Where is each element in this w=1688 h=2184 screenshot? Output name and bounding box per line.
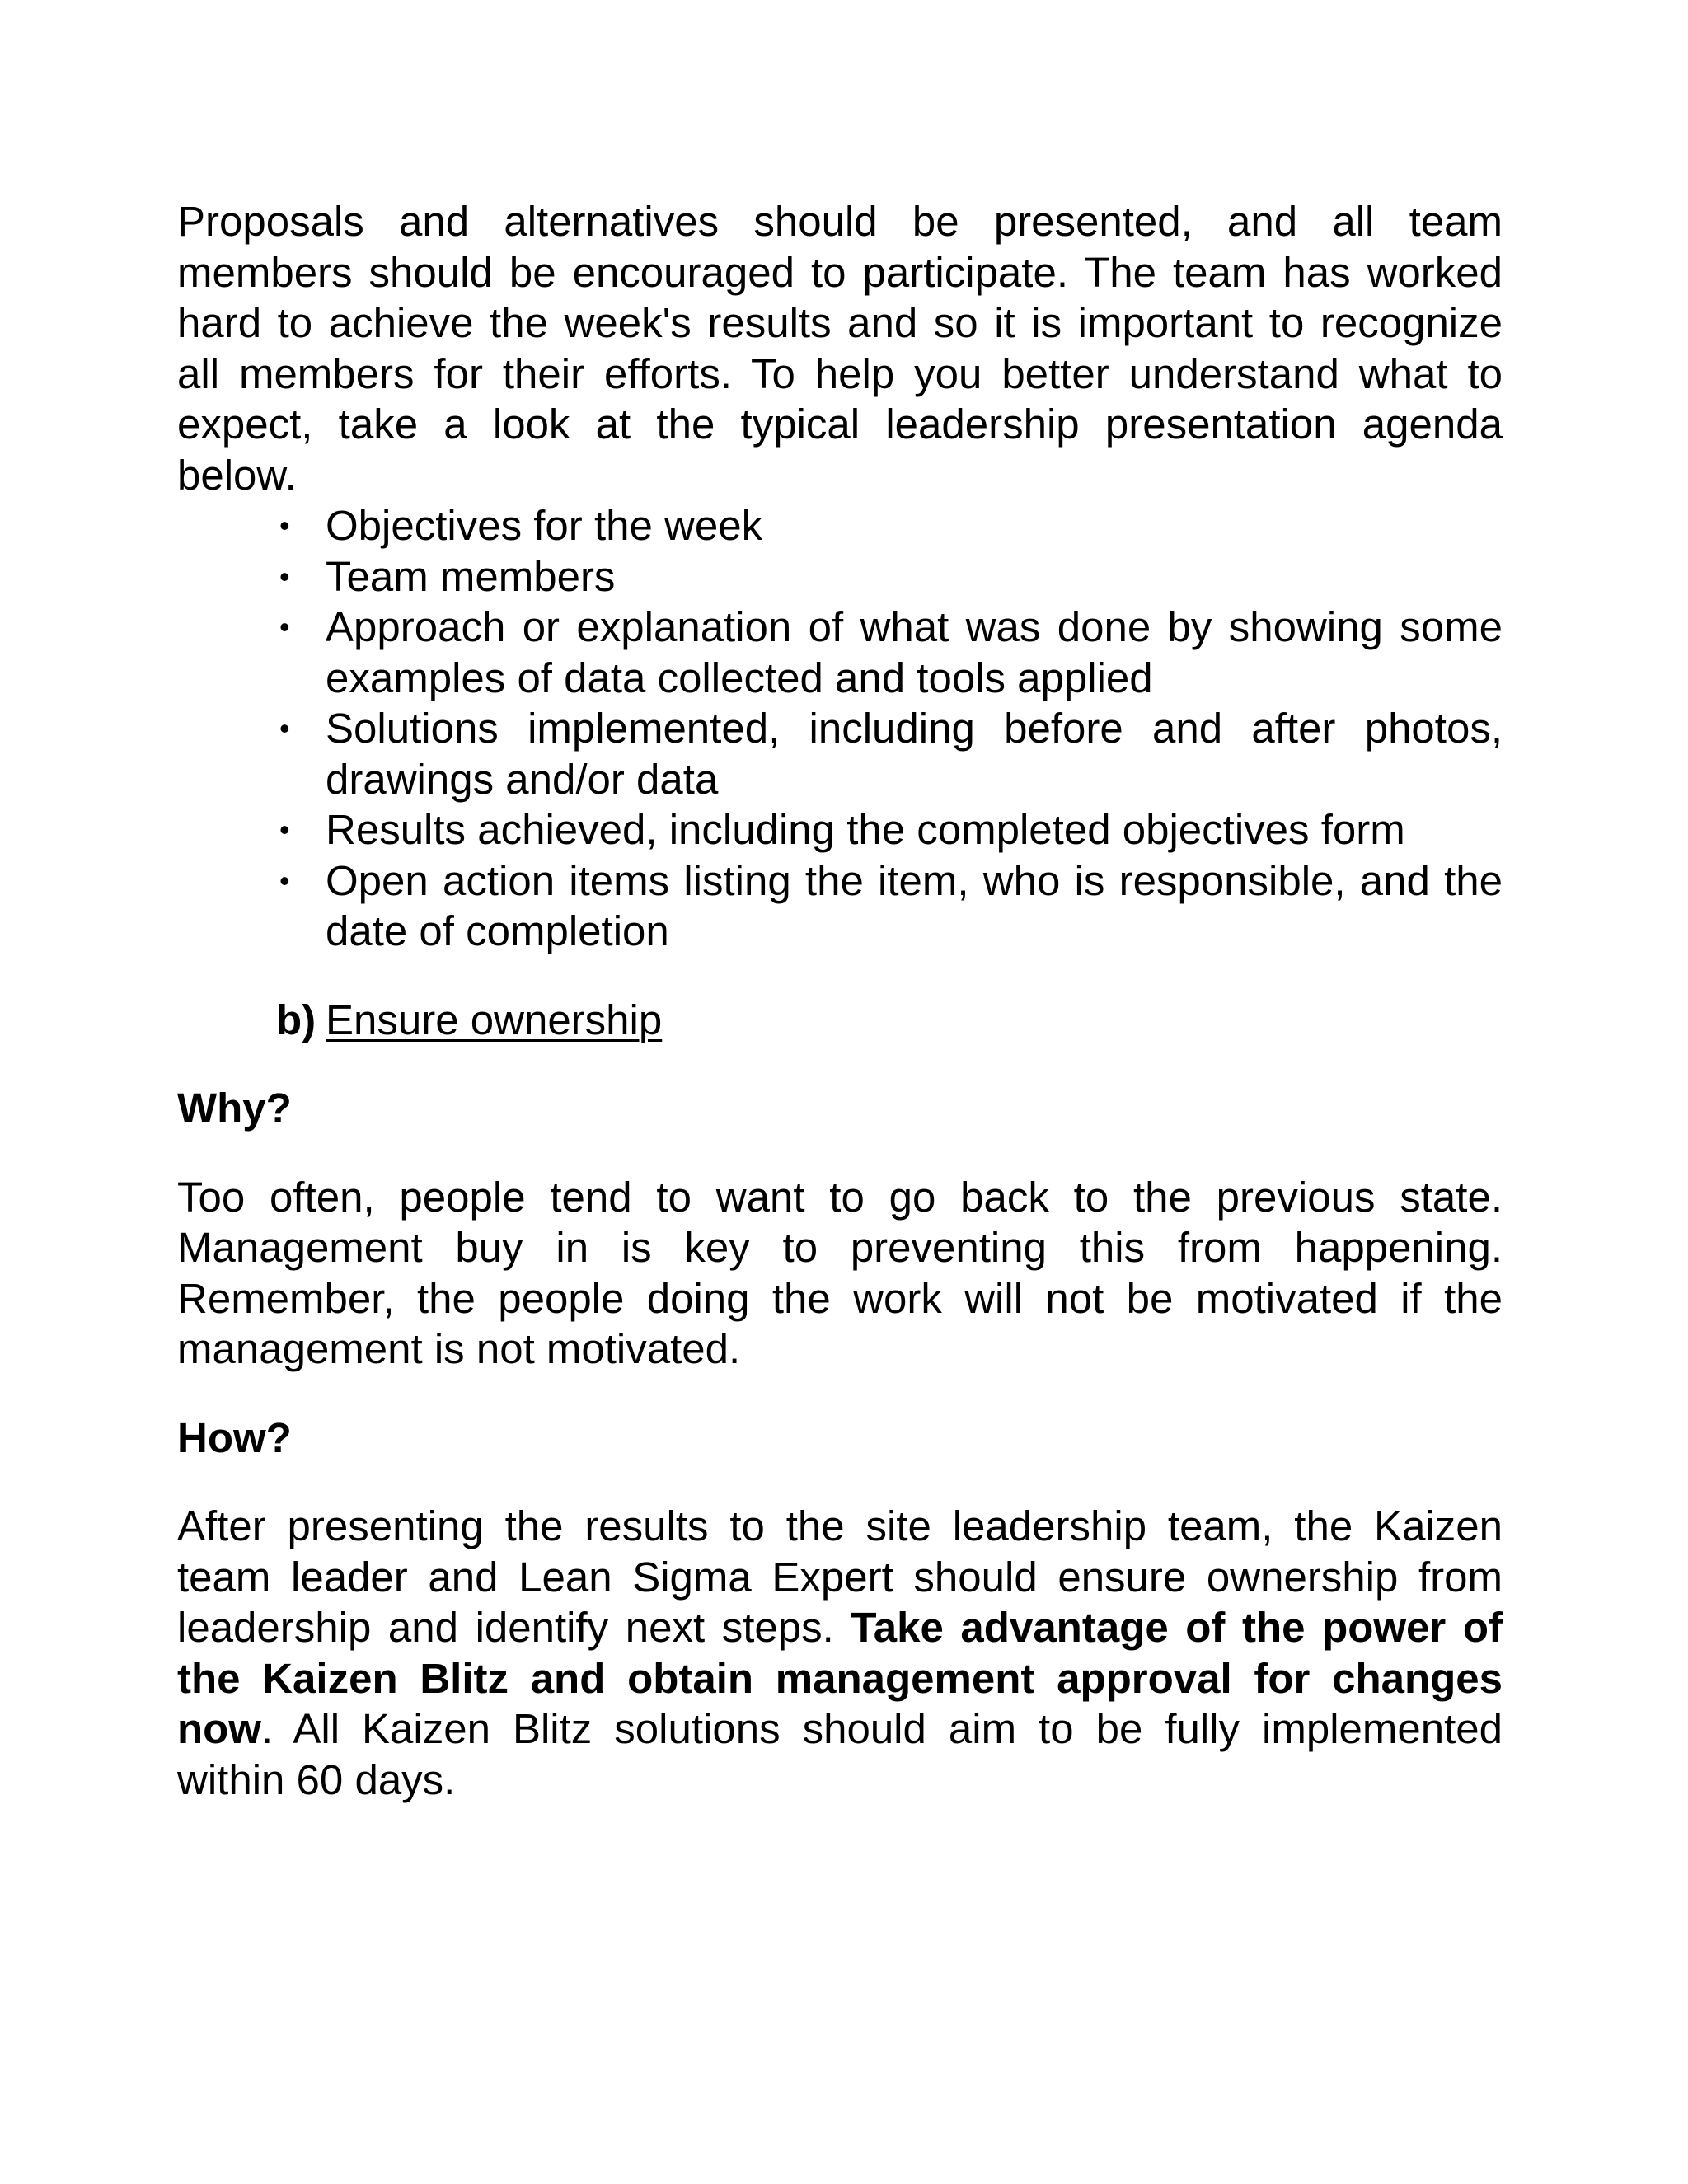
bullet-icon: • xyxy=(279,559,290,593)
section-letter: b) xyxy=(276,996,316,1043)
list-item xyxy=(279,855,1503,957)
bullet-icon: • xyxy=(279,863,290,898)
list-item-text: Team members xyxy=(326,552,616,600)
how-heading: How? xyxy=(177,1413,292,1461)
document-page xyxy=(177,196,1503,1805)
list-item xyxy=(279,703,1503,804)
section-b-heading xyxy=(177,995,1503,1046)
list-item-text: Objectives for the week xyxy=(326,502,763,549)
list-item xyxy=(279,602,1503,703)
list-item-text: Results achieved, including the completed objectives form xyxy=(326,806,1405,853)
bullet-icon: • xyxy=(279,610,290,644)
intro-paragraph: Proposals and alternatives should be presented, and all team members should be encouraged to participate. The team has worked hard to achieve the week's results and so it is important to recognize all members for their efforts. To help you better understand what to expect, take a look at the typical leadership presentation agenda below. xyxy=(177,198,1503,499)
how-text-start: After presenting the results to the site leadership team, the Kaizen team leader and Lean Sigma Expert should ensure ownership from leadership and identify next steps. xyxy=(177,1502,1503,1651)
list-item xyxy=(279,804,1503,855)
bullet-icon: • xyxy=(279,509,290,542)
how-text-emphasis: Take advantage of the power of the Kaizen Blitz and obtain management approval for changes now xyxy=(177,1604,1503,1752)
agenda-list xyxy=(177,500,1503,957)
list-item-text: Approach or explanation of what was done by showing some examples of data collected and tools applied xyxy=(326,603,1503,701)
why-heading: Why? xyxy=(177,1085,292,1132)
bullet-icon: • xyxy=(279,711,290,745)
list-item xyxy=(279,551,1503,602)
how-text-end: . All Kaizen Blitz solutions should aim to be fully implemented within 60 days. xyxy=(177,1705,1503,1803)
why-paragraph: Too often, people tend to want to go back to the previous state. Management buy in is key to preventing this from happening. Remember, the people doing the work will not be motivated if the management is not motivated. xyxy=(177,1173,1503,1372)
list-item-text: Open action items listing the item, who is responsible, and the date of completion xyxy=(326,856,1503,954)
section-title: Ensure ownership xyxy=(326,996,663,1043)
list-item-text: Solutions implemented, including before and after photos, drawings and/or data xyxy=(326,705,1503,803)
how-paragraph xyxy=(177,1501,1503,1805)
bullet-icon: • xyxy=(279,813,290,846)
list-item xyxy=(279,500,1503,551)
